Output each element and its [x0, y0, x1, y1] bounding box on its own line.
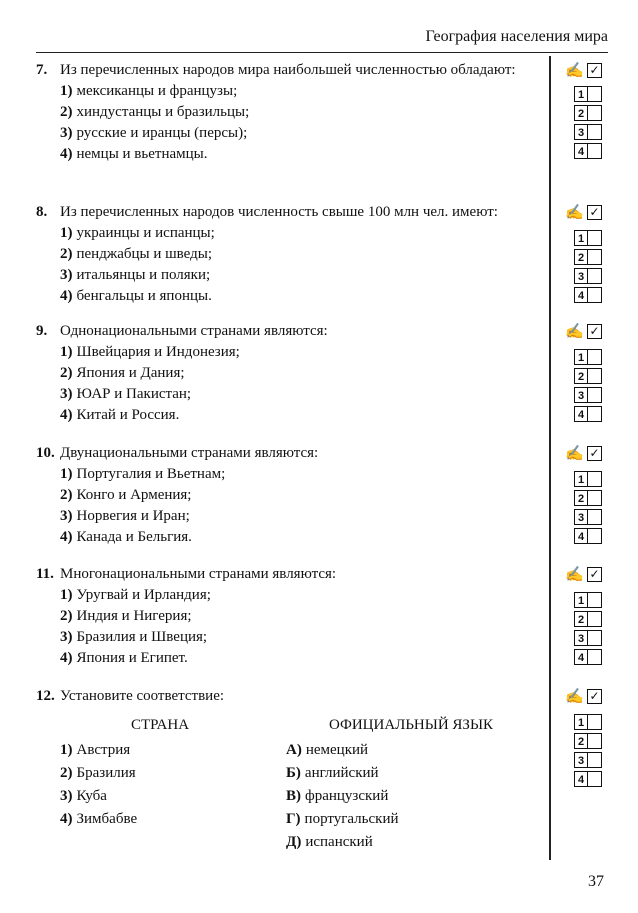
answer-cell[interactable]	[588, 490, 602, 506]
answer-box-10	[562, 443, 602, 544]
answer-cell-label: 1	[574, 471, 588, 487]
question-number: 12.	[36, 688, 55, 704]
country-column	[60, 714, 260, 831]
answer-cell-label: 4	[574, 406, 588, 422]
answer-cell[interactable]	[588, 349, 602, 365]
answer-cell[interactable]	[588, 611, 602, 627]
answer-cell-label: 4	[574, 649, 588, 665]
answer-cell[interactable]	[588, 630, 602, 646]
answer-cell-label: 4	[574, 143, 588, 159]
language-column	[286, 714, 536, 854]
answer-cell[interactable]	[588, 406, 602, 422]
answer-cell[interactable]	[588, 86, 602, 102]
page-number: 37	[588, 873, 604, 890]
language-item: Б) английский	[286, 765, 379, 781]
option-4: 4) бенгальцы и японцы.	[60, 288, 212, 304]
answer-cell-label: 2	[574, 733, 588, 749]
question-number: 9.	[36, 323, 48, 339]
question-number: 10.	[36, 445, 55, 461]
answer-cell[interactable]	[588, 268, 602, 284]
answer-cell[interactable]	[588, 387, 602, 403]
option-2: 2) Япония и Дания;	[60, 365, 185, 381]
question-number: 7.	[36, 62, 48, 78]
option-4: 4) Япония и Египет.	[60, 650, 188, 666]
column-header: СТРАНА	[130, 717, 190, 733]
answer-cell-label: 1	[574, 714, 588, 730]
checkbox-icon[interactable]: ✓	[587, 63, 602, 78]
pen-icon: ✍	[565, 62, 584, 79]
option-4: 4) немцы и вьетнамцы.	[60, 146, 208, 162]
country-item: 2) Бразилия	[60, 765, 136, 781]
answer-cell-label: 4	[574, 528, 588, 544]
language-item: Д) испанский	[286, 834, 373, 850]
answer-cell-label: 1	[574, 86, 588, 102]
header-title: География населения мира	[425, 28, 608, 45]
answer-cell[interactable]	[588, 714, 602, 730]
question-10	[36, 443, 546, 548]
question-text: Многонациональными странами являются:	[60, 566, 337, 582]
answer-box-9	[562, 321, 602, 422]
answer-cell[interactable]	[588, 649, 602, 665]
question-number: 11.	[36, 566, 54, 582]
option-3: 3) Норвегия и Иран;	[60, 508, 190, 524]
option-4: 4) Китай и Россия.	[60, 407, 180, 423]
option-3: 3) русские и иранцы (персы);	[60, 125, 248, 141]
option-2: 2) Конго и Армения;	[60, 487, 192, 503]
question-text: Установите соответствие:	[60, 688, 225, 704]
answer-cell[interactable]	[588, 124, 602, 140]
answer-cell[interactable]	[588, 105, 602, 121]
answer-cell-label: 3	[574, 124, 588, 140]
answer-cell[interactable]	[588, 143, 602, 159]
language-item: Г) португальский	[286, 811, 399, 827]
question-9	[36, 321, 546, 426]
answer-cell[interactable]	[588, 287, 602, 303]
language-item: В) французский	[286, 788, 389, 804]
country-item: 4) Зимбабве	[60, 811, 138, 827]
answer-cell[interactable]	[588, 528, 602, 544]
answer-box-11	[562, 564, 602, 665]
question-12	[36, 686, 546, 707]
option-3: 3) Бразилия и Швеция;	[60, 629, 208, 645]
option-1: 1) украинцы и испанцы;	[60, 225, 215, 241]
answer-cell[interactable]	[588, 752, 602, 768]
answer-cell-label: 4	[574, 771, 588, 787]
answer-cell-label: 2	[574, 611, 588, 627]
option-3: 3) ЮАР и Пакистан;	[60, 386, 192, 402]
answer-cell[interactable]	[588, 230, 602, 246]
option-3: 3) итальянцы и поляки;	[60, 267, 211, 283]
checkbox-icon[interactable]: ✓	[587, 689, 602, 704]
margin-divider	[549, 56, 551, 860]
answer-cell[interactable]	[588, 509, 602, 525]
pen-icon: ✍	[565, 566, 584, 583]
pen-icon: ✍	[565, 323, 584, 340]
checkbox-icon[interactable]: ✓	[587, 567, 602, 582]
checkbox-icon[interactable]: ✓	[587, 324, 602, 339]
question-text: Из перечисленных народов мира наибольшей численностью обладают:	[60, 62, 516, 78]
answer-cell-label: 1	[574, 230, 588, 246]
answer-cell-label: 2	[574, 105, 588, 121]
checkbox-icon[interactable]: ✓	[587, 205, 602, 220]
option-1: 1) мексиканцы и французы;	[60, 83, 238, 99]
option-1: 1) Португалия и Вьетнам;	[60, 466, 226, 482]
option-2: 2) пенджабцы и шведы;	[60, 246, 213, 262]
question-number: 8.	[36, 204, 48, 220]
answer-cell-label: 3	[574, 752, 588, 768]
pen-icon: ✍	[565, 204, 584, 221]
country-item: 1) Австрия	[60, 742, 131, 758]
option-2: 2) хиндустанцы и бразильцы;	[60, 104, 250, 120]
answer-cell[interactable]	[588, 733, 602, 749]
answer-cell[interactable]	[588, 368, 602, 384]
answer-cell-label: 2	[574, 490, 588, 506]
answer-cell-label: 3	[574, 630, 588, 646]
question-7	[36, 60, 546, 165]
pen-icon: ✍	[565, 445, 584, 462]
column-header: ОФИЦИАЛЬНЫЙ ЯЗЫК	[328, 717, 494, 733]
answer-cell-label: 3	[574, 509, 588, 525]
running-header	[36, 24, 608, 53]
answer-box-8	[562, 202, 602, 303]
country-item: 3) Куба	[60, 788, 107, 804]
answer-cell-label: 1	[574, 349, 588, 365]
question-8	[36, 202, 546, 307]
answer-cell[interactable]	[588, 249, 602, 265]
option-1: 1) Швейцария и Индонезия;	[60, 344, 240, 360]
checkbox-icon[interactable]: ✓	[587, 446, 602, 461]
option-4: 4) Канада и Бельгия.	[60, 529, 192, 545]
option-2: 2) Индия и Нигерия;	[60, 608, 192, 624]
answer-box-12	[562, 686, 602, 787]
answer-cell-label: 2	[574, 249, 588, 265]
answer-cell-label: 4	[574, 287, 588, 303]
question-text: Из перечисленных народов численность свыше 100 млн чел. имеют:	[60, 204, 498, 220]
answer-cell-label: 2	[574, 368, 588, 384]
answer-cell[interactable]	[588, 471, 602, 487]
pen-icon: ✍	[565, 688, 584, 705]
answer-box-7	[562, 60, 602, 159]
answer-cell[interactable]	[588, 771, 602, 787]
option-1: 1) Уругвай и Ирландия;	[60, 587, 211, 603]
answer-cell-label: 3	[574, 387, 588, 403]
answer-cell-label: 3	[574, 268, 588, 284]
answer-cell-label: 1	[574, 592, 588, 608]
question-text: Двунациональными странами являются:	[60, 445, 319, 461]
answer-cell[interactable]	[588, 592, 602, 608]
question-text: Однонациональными странами являются:	[60, 323, 328, 339]
language-item: А) немецкий	[286, 742, 369, 758]
question-11	[36, 564, 546, 669]
